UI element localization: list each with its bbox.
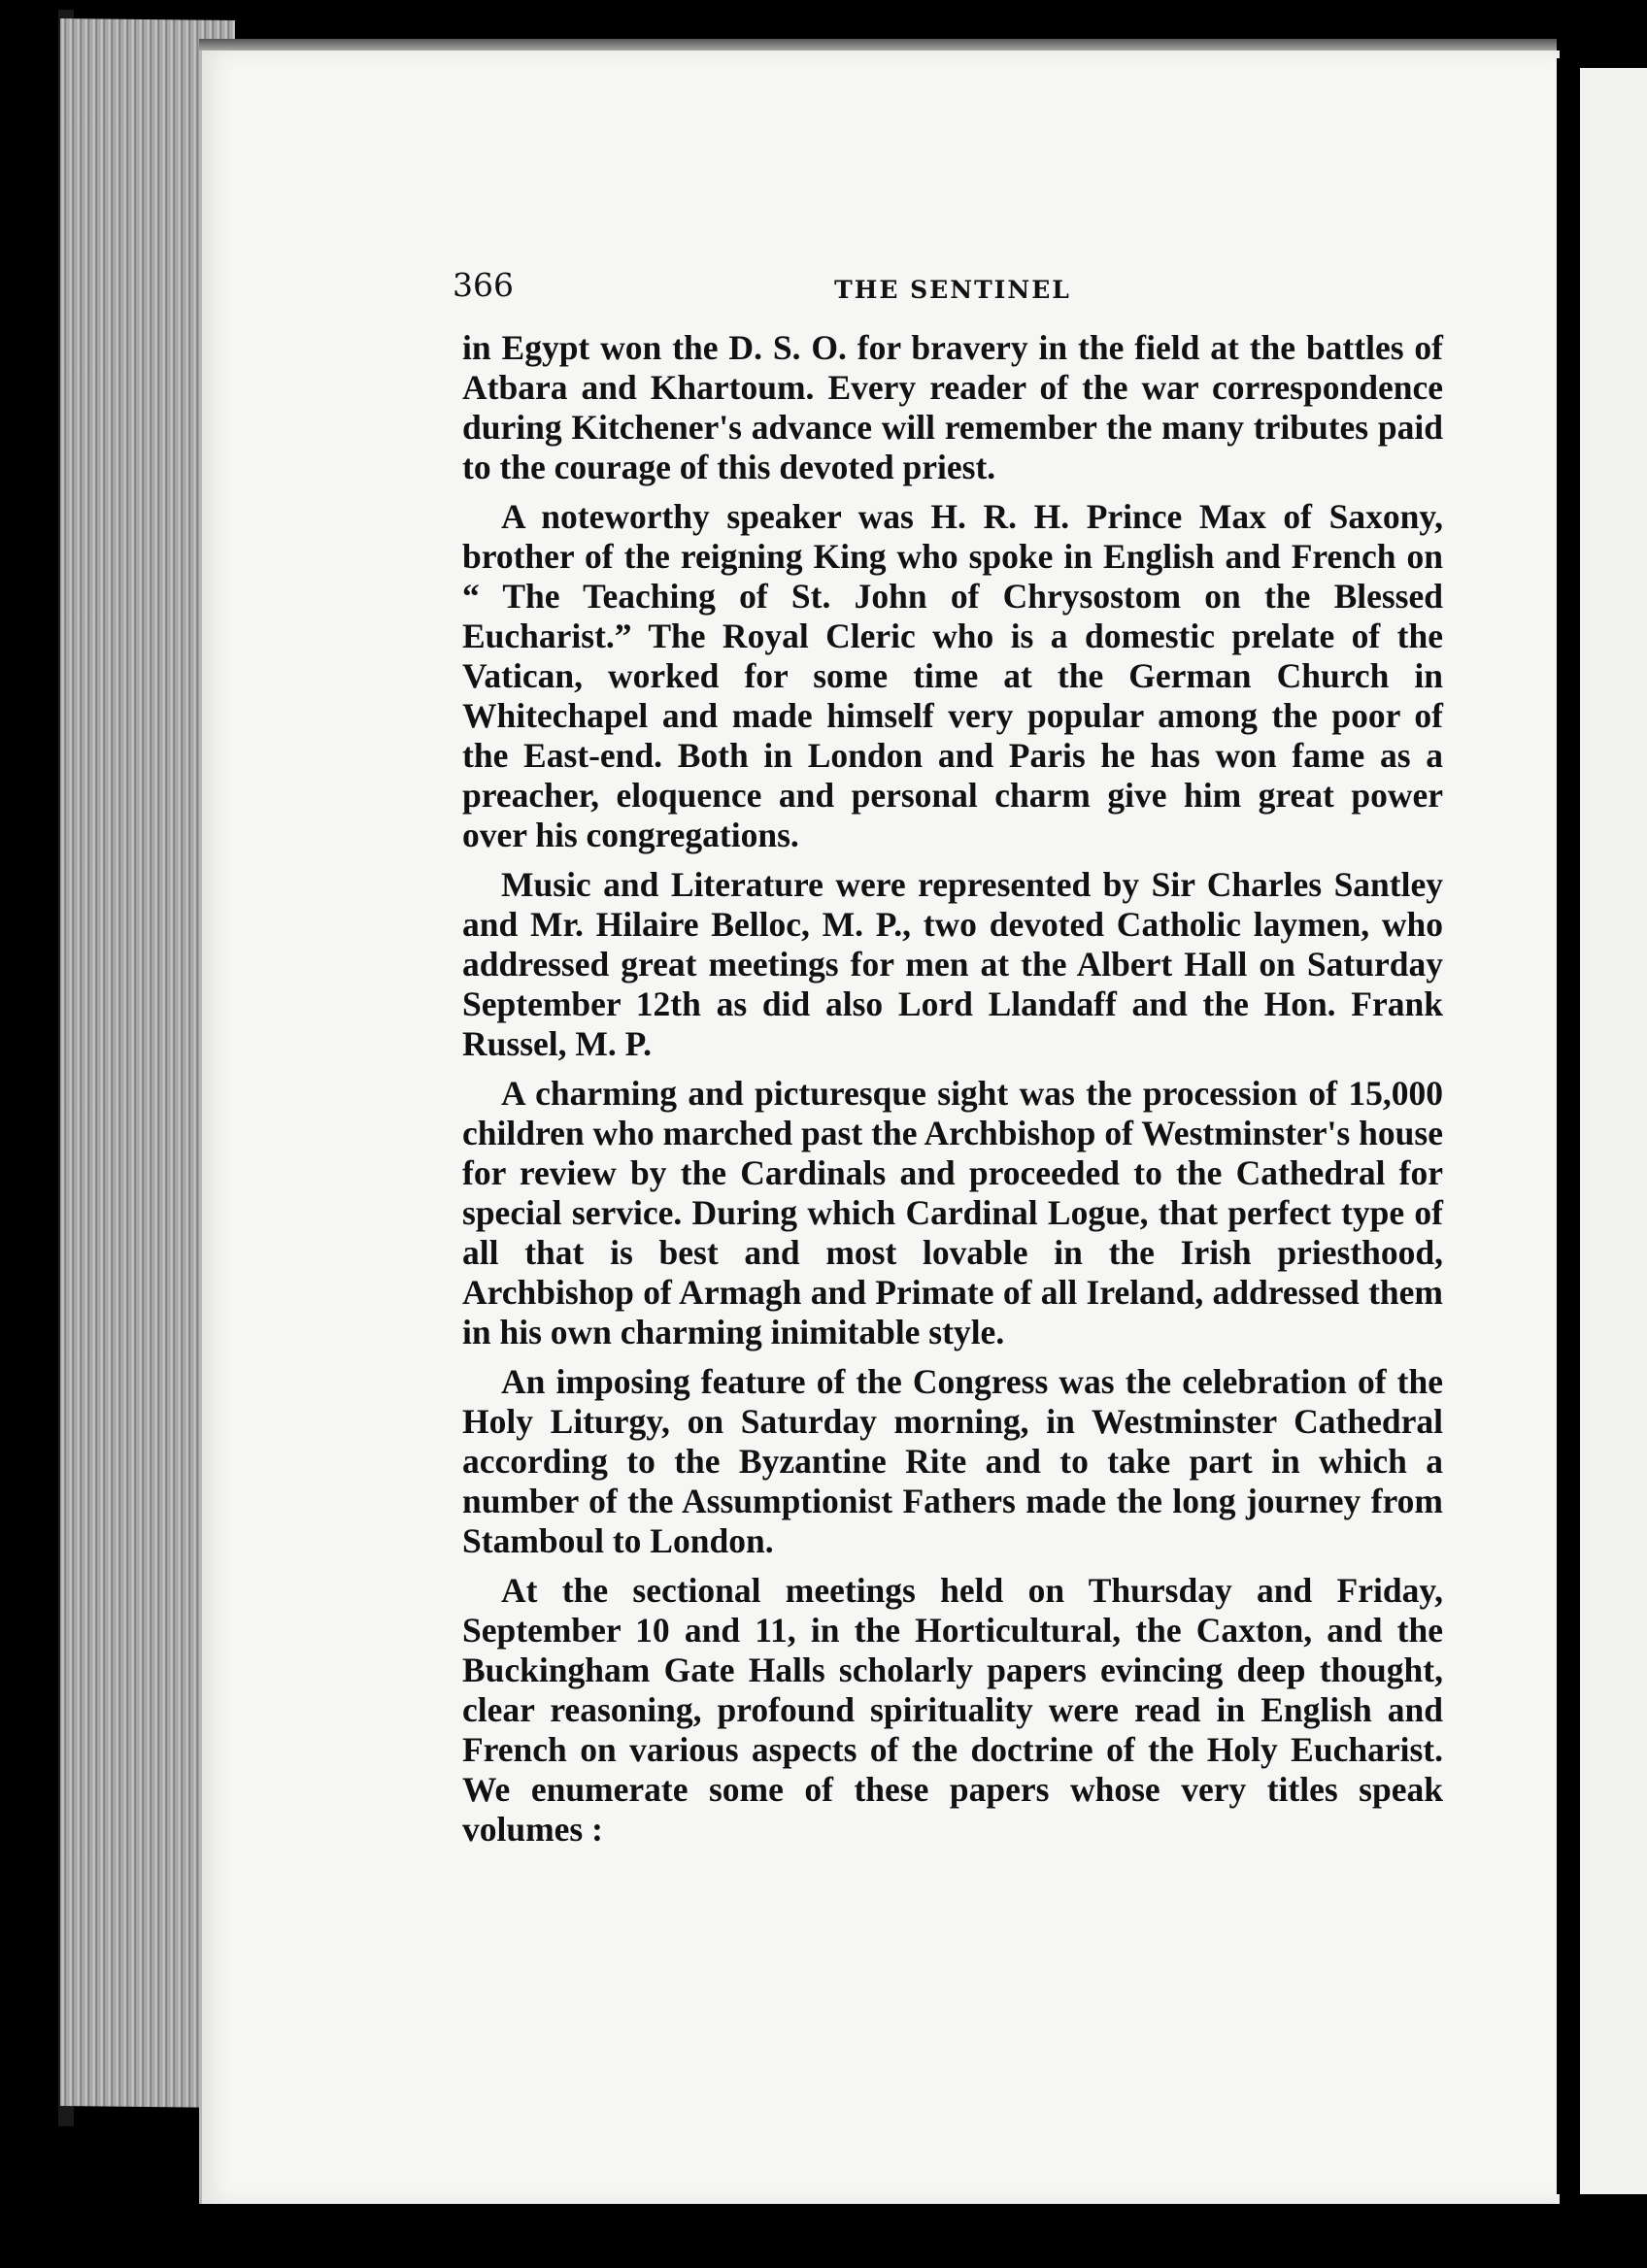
page-header bbox=[453, 262, 1453, 320]
body-text bbox=[462, 328, 1443, 1859]
paragraph: At the sectional meetings held on Thursday and Friday, September 10 and 11, in the Horticultural, the Caxton, and the Buckingham Gate Halls scholarly papers evincing deep thought, clear reasoning, profound spirituality were read in English and French on various aspects of the doctrine of the Holy Eucharist. We enumerate some of these papers whose very titles speak volumes : bbox=[462, 1571, 1443, 1849]
adjacent-page-sliver bbox=[1580, 68, 1647, 2194]
page-number: 366 bbox=[453, 266, 514, 304]
paragraph: A noteworthy speaker was H. R. H. Prince Max of Saxony, brother of the reigning King who spoke in English and French on “ The Teaching of St. John of Chrysostom on the Blessed Eucharist.” The Royal Cleric who is a domestic prelate of the Vatican, worked for some time at the German Church in Whitechapel and made himself very popular among the poor of the East-end. Both in London and Paris he has won fame as a preacher, eloquence and personal charm give him great power over his congregations. bbox=[462, 497, 1443, 854]
paragraph: in Egypt won the D. S. O. for bravery in the field at the battles of Atbara and Khartoum. Every reader of the war correspondence during Kitchener's advance will remember the many tributes paid to the courage of this devoted priest. bbox=[462, 328, 1443, 486]
paragraph: An imposing feature of the Congress was the celebration of the Holy Liturgy, on Saturday morning, in Westminster Cathedral according to the Byzantine Rite and to take part in which a number of the Assumptionist Fathers made the long journey from Stamboul to London. bbox=[462, 1362, 1443, 1560]
paragraph: Music and Literature were represented by Sir Charles Santley and Mr. Hilaire Belloc, M. P., two devoted Catholic laymen, who addressed great meetings for men at the Albert Hall on Saturday September 12th as did also Lord Llandaff and the Hon. Frank Russel, M. P. bbox=[462, 865, 1443, 1063]
running-head: THE SENTINEL bbox=[834, 276, 1071, 304]
paragraph: A charming and picturesque sight was the procession of 15,000 children who marched past the Archbishop of Westminster's house for review by the Cardinals and proceeded to the Cathedral for special service. During which Cardinal Logue, that perfect type of all that is best and most lovable in the Irish priesthood, Archbishop of Armagh and Primate of all Ireland, addressed them in his own charming inimitable style. bbox=[462, 1074, 1443, 1351]
book-gutter bbox=[1557, 58, 1580, 2194]
